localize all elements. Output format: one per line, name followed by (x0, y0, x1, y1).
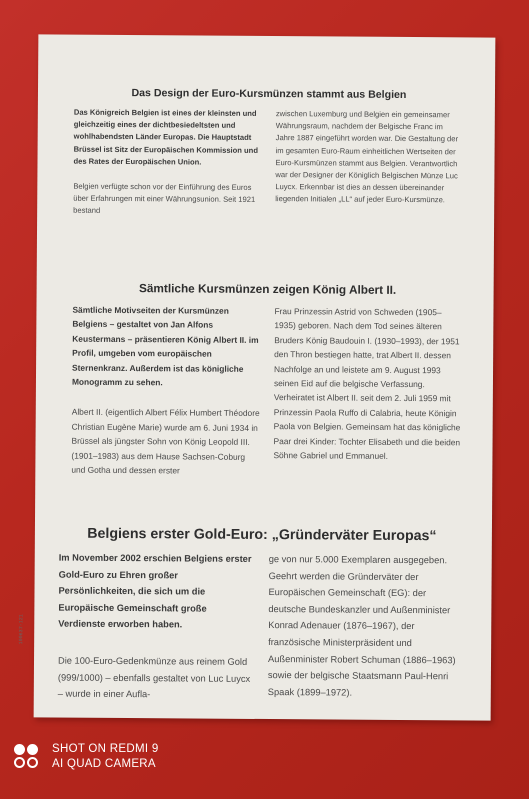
right-column (268, 551, 465, 705)
left-column (73, 107, 262, 219)
camera-watermark (12, 742, 159, 772)
lead-paragraph: Das Königreich Belgien ist eines der kleinsten und gleichzeitig eines der dichtbesiedeltsten und wohlhabendsten Länder Europas. Die Hauptstadt Brüssel ist Sitz der Europäischen Kommission und des Rates der Europäischen Union. (73, 107, 259, 167)
lead-paragraph: Im November 2002 erschien Belgiens erster Gold-Euro zu Ehren großer Persönlichkeiten, die sich um die Europäische Gemeinschaft große Verdienste erworben haben. (58, 552, 252, 630)
left-column (71, 303, 260, 479)
printed-page (18, 34, 496, 720)
body-paragraph: ge von nur 5.000 Exemplaren ausgegeben. Geehrt werden die Gründerväter der Europäischen Gemeinschaft (EG): der deutsche Bundeskanzler und Außenminister Konrad Adenauer (1876–1967), der französische Ministerpräsident und Außenminister Robert Schuman (1886–1963) sowie der belgische Staatsmann Paul-Henri Spaak (1899–1972). (267, 554, 456, 698)
body-paragraph: Die 100-Euro-Gedenkmünze aus reinem Gold (999/1000) – ebenfalls gestaltet von Luc Luycx – wurde in einer Aufla- (57, 655, 251, 700)
body-paragraph: Albert II. (eigentlich Albert Félix Humbert Théodore Christian Eugène Marie) wurde am 6. Juni 1934 in Brüssel als jüngster Sohn von König Leopold III. (1901–1983) aus dem Hause Sachsen-Coburg und Gotha und dessen erster (71, 407, 260, 476)
lead-paragraph: Sämtliche Motivseiten der Kursmünzen Belgiens – gestaltet von Jan Alfons Keustermans – präsentieren König Albert II. im Profil, umgeben vom europäischen Sternenkranz. Außerdem ist das königliche Monogramm zu sehen. (71, 304, 259, 388)
section-heading: Sämtliche Kursmünzen zeigen König Albert II. (138, 281, 397, 297)
body-paragraph: Belgien verfügte schon vor der Einführung des Euros über Erfahrungen mit einer Währungsunion. Seit 1921 bestand (73, 181, 256, 216)
watermark-line-2: AI QUAD CAMERA (52, 758, 156, 770)
section-gold-euro (58, 526, 465, 706)
body-paragraph: zwischen Luxemburg und Belgien ein gemeinsamer Währungsraum, nachdem der Belgische Franc im Jahre 1887 eingeführt worden war. Die Gestaltung der im gesamten Euro-Raum einheitlichen Wertseiten der Euro-Kursmünzen stammt aus Belgien. Verantwortlich war der Designer der Königlich Belgischen Münze Luc Luycx. Erkennbar ist dies an dessen übereinander liegenden Initialen „LL“ auf jeder Euro-Kursmünze. (275, 109, 459, 205)
right-column (275, 108, 464, 220)
section-king-albert (71, 281, 462, 480)
section-heading: Belgiens erster Gold-Euro: „Gründerväter Europas“ (87, 525, 437, 545)
print-code: 100637-121 (18, 614, 25, 645)
left-column (58, 550, 255, 704)
right-column (273, 304, 462, 480)
section-heading: Das Design der Euro-Kursmünzen stammt aus Belgien (131, 87, 407, 101)
camera-lens-icon (12, 742, 42, 772)
watermark-line-1: SHOT ON REDMI 9 (52, 743, 159, 755)
body-paragraph: Frau Prinzessin Astrid von Schweden (1905–1935) geboren. Nach dem Tod seines älteren Bruders König Baudouin I. (1930–1993), der 1951 den Thron bestiegen hatte, trat Albert II. dessen Nachfolge an und leistete am 9. August 1993 seinen Eid auf die belgische Verfassung. Verheiratet ist Albert II. seit dem 2. Juli 1959 mit Prinzessin Paola Ruffo di Calabria, heute Königin Paola von Belgien. Gemeinsam hat das königliche Paar drei Kinder: Tochter Elisabeth und die beiden Söhne Gabriel und Emmanuel. (273, 306, 461, 461)
section-design-belgium (73, 87, 464, 220)
